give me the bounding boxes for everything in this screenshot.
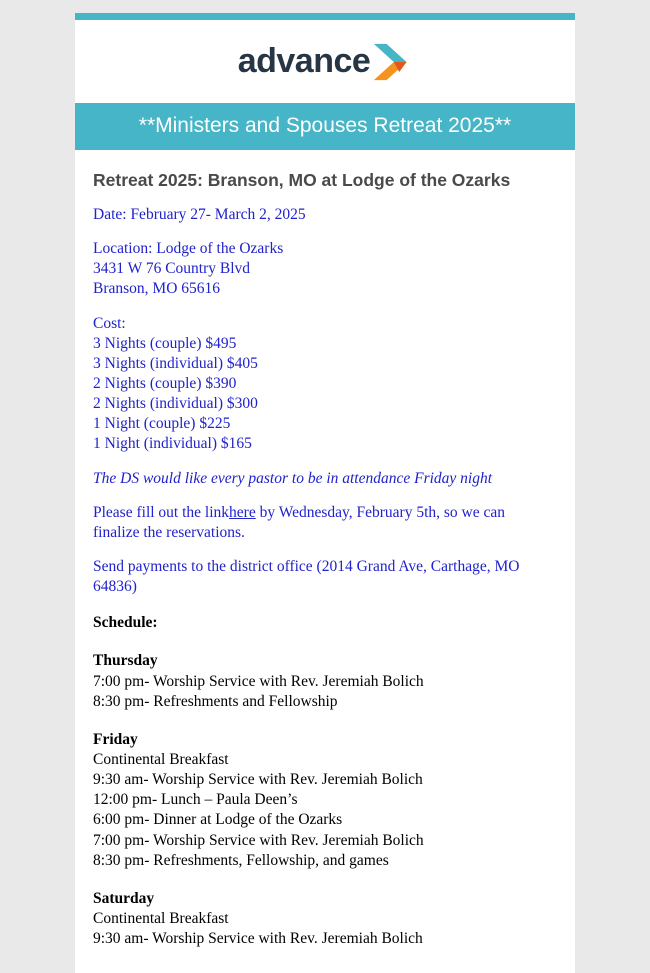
schedule-item: 7:00 pm- Worship Service with Rev. Jeremiah Bolich — [93, 672, 424, 690]
schedule-item: 8:30 pm- Refreshments and Fellowship — [93, 692, 338, 710]
cost-line: 3 Nights (individual) $405 — [93, 354, 258, 372]
reservation-link-paragraph — [93, 503, 555, 543]
link-paragraph-before: Please fill out the link — [93, 503, 230, 521]
cost-line: 1 Night (individual) $165 — [93, 435, 252, 453]
schedule-item: 9:30 am- Worship Service with Rev. Jeremiah Bolich — [93, 930, 423, 948]
location-line: 3431 W 76 Country Blvd — [93, 260, 251, 278]
schedule-item: 7:00 pm- Worship Service with Rev. Jeremiah Bolich — [93, 831, 424, 849]
location-block — [93, 239, 555, 299]
payments-line: Send payments to the district office (2014 Grand Ave, Carthage, MO 64836) — [93, 557, 520, 596]
schedule-item: 9:30 am- Worship Service with Rev. Jeremiah Bolich — [93, 771, 423, 789]
date-line: Date: February 27- March 2, 2025 — [93, 206, 306, 223]
schedule-heading: Schedule: — [93, 614, 158, 632]
advance-logo-text: advance — [237, 42, 371, 80]
cost-line: 1 Night (couple) $225 — [93, 415, 231, 433]
cost-line: Cost: — [93, 314, 126, 332]
schedule-item: 8:30 pm- Refreshments, Fellowship, and games — [93, 851, 389, 869]
schedule-item: Continental Breakfast — [93, 909, 229, 927]
retreat-title: Retreat 2025: Branson, MO at Lodge of the Ozarks — [93, 170, 511, 190]
schedule-section — [93, 651, 555, 949]
schedule-day-thursday: Thursday — [93, 652, 158, 670]
location-line: Location: Lodge of the Ozarks — [93, 240, 284, 258]
reservation-form-link[interactable]: here — [229, 503, 256, 521]
email-card — [75, 13, 575, 973]
cost-line: 2 Nights (individual) $300 — [93, 395, 258, 413]
link-paragraph-after: by Wednesday, February 5th, so we can finalize the reservations. — [93, 503, 505, 541]
top-accent-bar — [75, 13, 575, 20]
schedule-item: Continental Breakfast — [93, 750, 229, 768]
schedule-item: 6:00 pm- Dinner at Lodge of the Ozarks — [93, 811, 343, 829]
cost-line: 3 Nights (couple) $495 — [93, 334, 237, 352]
email-background — [0, 13, 650, 973]
banner-title: **Ministers and Spouses Retreat 2025** — [138, 114, 512, 137]
ds-note: The DS would like every pastor to be in attendance Friday night — [93, 469, 493, 487]
schedule-day-friday: Friday — [93, 730, 138, 748]
cost-line: 2 Nights (couple) $390 — [93, 374, 237, 392]
advance-logo-arrow-icon — [372, 42, 412, 82]
logo-header — [75, 20, 575, 103]
retreat-banner — [75, 103, 575, 150]
location-line: Branson, MO 65616 — [93, 280, 221, 298]
email-body — [75, 150, 575, 973]
cost-block — [93, 314, 555, 455]
advance-logo — [238, 42, 413, 82]
schedule-item: 12:00 pm- Lunch – Paula Deen’s — [93, 791, 298, 809]
schedule-day-saturday: Saturday — [93, 889, 155, 907]
